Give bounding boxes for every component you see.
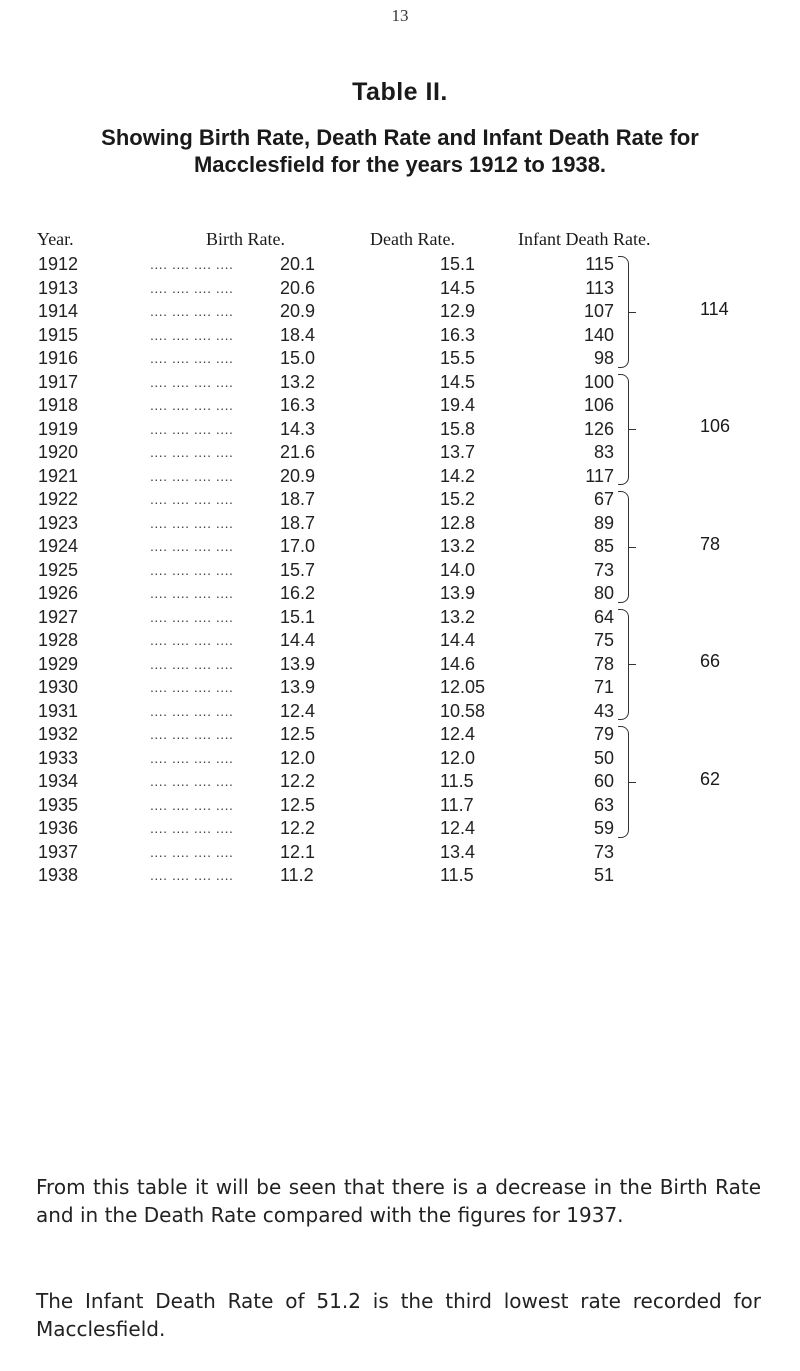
year-cell: 1912 xyxy=(38,254,79,274)
birth-rate-cell: 16.2 xyxy=(280,583,316,603)
death-rate-cell: 12.05 xyxy=(440,677,486,697)
leader-dots: .... .... .... .... xyxy=(150,820,234,836)
table-row xyxy=(0,722,800,747)
birth-rate-cell: 14.3 xyxy=(280,418,316,439)
death-rate-cell: 14.6 xyxy=(440,653,476,674)
table-row xyxy=(0,652,800,677)
infant-rate-cell: 100 xyxy=(583,371,614,392)
leader-dots: .... .... .... .... xyxy=(150,256,234,272)
table-row xyxy=(0,558,800,583)
year-cell: 1922 xyxy=(38,489,79,509)
group-brace xyxy=(618,609,629,721)
infant-rate-cell: 50 xyxy=(593,747,614,768)
death-rate-cell: 12.4 xyxy=(440,724,476,744)
group-brace xyxy=(618,256,629,368)
infant-rate-cell: 59 xyxy=(593,818,614,838)
five-year-average: 78 xyxy=(700,533,721,554)
birth-rate-cell: 20.6 xyxy=(280,277,316,298)
death-rate-cell: 16.3 xyxy=(440,324,476,345)
heading-line-2: Macclesfield for the years 1912 to 1938. xyxy=(193,152,607,177)
year-cell: 1915 xyxy=(38,324,79,345)
birth-rate-cell: 13.2 xyxy=(280,371,316,392)
death-rate-cell: 12.0 xyxy=(440,747,476,768)
table-row xyxy=(0,746,800,771)
infant-rate-cell: 85 xyxy=(593,536,614,556)
infant-rate-cell: 71 xyxy=(593,677,614,697)
death-rate-cell: 12.8 xyxy=(440,512,476,533)
year-cell: 1931 xyxy=(38,700,79,721)
leader-dots: .... .... .... .... xyxy=(150,350,234,366)
year-cell: 1937 xyxy=(38,841,79,862)
table-row xyxy=(0,440,800,465)
death-rate-cell: 13.2 xyxy=(440,606,476,627)
death-rate-cell: 11.5 xyxy=(440,865,474,885)
death-rate-cell: 15.2 xyxy=(440,489,476,509)
birth-rate-cell: 20.9 xyxy=(280,301,316,321)
infant-rate-cell: 73 xyxy=(593,841,614,862)
leader-dots: .... .... .... .... xyxy=(150,608,234,625)
leader-dots: .... .... .... .... xyxy=(150,585,234,601)
infant-rate-cell: 126 xyxy=(583,418,614,439)
leader-dots: .... .... .... .... xyxy=(150,679,234,695)
table-row xyxy=(0,628,800,653)
leader-dots: .... .... .... .... xyxy=(150,702,234,719)
table-row xyxy=(0,393,800,418)
year-cell: 1920 xyxy=(38,442,79,462)
five-year-average: 62 xyxy=(700,768,721,789)
five-year-average: 114 xyxy=(700,298,729,319)
leader-dots: .... .... .... .... xyxy=(150,420,234,437)
birth-rate-cell: 18.7 xyxy=(280,489,316,509)
year-cell: 1927 xyxy=(38,606,79,627)
year-cell: 1925 xyxy=(38,559,79,580)
table-label: Table II. xyxy=(352,78,448,106)
leader-dots: .... .... .... .... xyxy=(150,303,234,319)
birth-rate-cell: 12.2 xyxy=(280,771,316,791)
infant-rate-cell: 64 xyxy=(593,606,614,627)
birth-rate-cell: 15.7 xyxy=(280,559,316,580)
death-rate-cell: 13.4 xyxy=(440,841,476,862)
infant-rate-cell: 67 xyxy=(593,489,614,509)
leader-dots: .... .... .... .... xyxy=(150,726,234,742)
leader-dots: .... .... .... .... xyxy=(150,773,234,789)
heading-line-1: Showing Birth Rate, Death Rate and Infant Death Rate for xyxy=(101,125,699,150)
leader-dots: .... .... .... .... xyxy=(150,326,234,343)
infant-rate-cell: 117 xyxy=(585,465,614,486)
death-rate-cell: 13.7 xyxy=(440,442,476,462)
infant-rate-cell: 80 xyxy=(593,583,614,603)
death-rate-cell: 12.9 xyxy=(440,301,476,321)
infant-rate-cell: 73 xyxy=(593,559,614,580)
death-rate-cell: 14.4 xyxy=(440,630,476,650)
birth-rate-cell: 20.9 xyxy=(280,465,316,486)
year-cell: 1917 xyxy=(38,371,79,392)
table-row xyxy=(0,840,800,865)
table-row xyxy=(0,511,800,536)
infant-rate-cell: 106 xyxy=(583,395,614,415)
birth-rate-cell: 13.9 xyxy=(280,677,316,697)
table-row xyxy=(0,675,800,700)
infant-rate-cell: 140 xyxy=(583,324,614,345)
table-row xyxy=(0,323,800,348)
table-row xyxy=(0,487,800,512)
year-cell: 1914 xyxy=(38,301,79,321)
year-cell: 1924 xyxy=(38,536,79,556)
infant-rate-cell: 63 xyxy=(593,794,614,815)
table-row xyxy=(0,276,800,301)
table-row xyxy=(0,816,800,841)
page-number: 13 xyxy=(391,6,409,25)
birth-rate-cell: 12.4 xyxy=(280,700,316,721)
year-cell: 1932 xyxy=(38,724,79,744)
infant-rate-cell: 75 xyxy=(593,630,614,650)
table-row xyxy=(0,464,800,489)
leader-dots: .... .... .... .... xyxy=(150,843,234,860)
death-rate-cell: 11.5 xyxy=(440,771,474,791)
table-row xyxy=(0,605,800,630)
infant-rate-cell: 78 xyxy=(593,653,614,674)
birth-rate-cell: 15.1 xyxy=(280,606,316,627)
death-rate-cell: 13.9 xyxy=(440,583,476,603)
infant-rate-cell: 83 xyxy=(593,442,614,462)
death-rate-cell: 15.8 xyxy=(440,418,476,439)
table-row xyxy=(0,699,800,724)
leader-dots: .... .... .... .... xyxy=(150,561,234,578)
death-rate-cell: 10.58 xyxy=(440,700,486,721)
year-cell: 1933 xyxy=(38,747,79,768)
leader-dots: .... .... .... .... xyxy=(150,514,234,531)
infant-rate-cell: 107 xyxy=(583,301,614,321)
birth-rate-cell: 12.1 xyxy=(280,841,316,862)
death-rate-cell: 19.4 xyxy=(440,395,476,415)
five-year-average: 106 xyxy=(700,416,731,437)
year-cell: 1928 xyxy=(38,630,79,650)
leader-dots: .... .... .... .... xyxy=(150,867,234,883)
death-rate-cell: 14.5 xyxy=(440,371,476,392)
table-row xyxy=(0,346,800,371)
infant-rate-cell: 98 xyxy=(593,348,614,368)
group-brace xyxy=(618,726,629,838)
death-rate-cell: 15.5 xyxy=(440,348,476,368)
table-row xyxy=(0,793,800,818)
column-header-infant-death-rate: Infant Death Rate. xyxy=(518,229,651,249)
leader-dots: .... .... .... .... xyxy=(150,632,234,648)
year-cell: 1929 xyxy=(38,653,79,674)
infant-rate-cell: 51 xyxy=(593,865,614,885)
birth-rate-cell: 16.3 xyxy=(280,395,316,415)
death-rate-cell: 13.2 xyxy=(440,536,476,556)
paragraph-infant-rate: The Infant Death Rate of 51.2 is the third lowest rate recorded for Macclesfield. xyxy=(36,1289,761,1341)
table-row xyxy=(0,863,800,888)
table-row xyxy=(0,252,800,277)
year-cell: 1934 xyxy=(38,771,79,791)
death-rate-cell: 14.2 xyxy=(440,465,476,486)
paragraph-decrease: From this table it will be seen that there is a decrease in the Birth Rate and in the Death Rate compared with the figures for 1937. xyxy=(36,1175,761,1227)
table-row xyxy=(0,299,800,324)
birth-rate-cell: 18.7 xyxy=(280,512,316,533)
year-cell: 1930 xyxy=(38,677,79,697)
leader-dots: .... .... .... .... xyxy=(150,538,234,554)
birth-rate-cell: 12.5 xyxy=(280,794,316,815)
death-rate-cell: 15.1 xyxy=(440,254,476,274)
birth-rate-cell: 17.0 xyxy=(280,536,316,556)
infant-rate-cell: 113 xyxy=(585,277,614,298)
birth-rate-cell: 14.4 xyxy=(280,630,316,650)
year-cell: 1921 xyxy=(38,465,79,486)
group-brace xyxy=(618,374,629,486)
birth-rate-cell: 12.5 xyxy=(280,724,316,744)
year-cell: 1926 xyxy=(38,583,79,603)
death-rate-cell: 14.5 xyxy=(440,277,476,298)
death-rate-cell: 11.7 xyxy=(440,794,474,815)
leader-dots: .... .... .... .... xyxy=(150,467,234,484)
table-row xyxy=(0,417,800,442)
leader-dots: .... .... .... .... xyxy=(150,491,234,507)
table-row xyxy=(0,534,800,559)
column-header-year: Year. xyxy=(37,229,74,249)
column-header-death-rate: Death Rate. xyxy=(370,229,455,249)
birth-rate-cell: 12.2 xyxy=(280,818,316,838)
table-row xyxy=(0,581,800,606)
leader-dots: .... .... .... .... xyxy=(150,279,234,296)
infant-rate-cell: 79 xyxy=(593,724,614,744)
leader-dots: .... .... .... .... xyxy=(150,796,234,813)
year-cell: 1913 xyxy=(38,277,79,298)
year-cell: 1936 xyxy=(38,818,79,838)
infant-rate-cell: 115 xyxy=(585,254,614,274)
leader-dots: .... .... .... .... xyxy=(150,397,234,413)
group-brace xyxy=(618,491,629,603)
five-year-average: 66 xyxy=(700,651,721,672)
birth-rate-cell: 11.2 xyxy=(280,865,314,885)
birth-rate-cell: 12.0 xyxy=(280,747,316,768)
table-row xyxy=(0,769,800,794)
infant-rate-cell: 43 xyxy=(593,700,614,721)
leader-dots: .... .... .... .... xyxy=(150,655,234,672)
table-row xyxy=(0,370,800,395)
year-cell: 1916 xyxy=(38,348,79,368)
leader-dots: .... .... .... .... xyxy=(150,444,234,460)
birth-rate-cell: 20.1 xyxy=(280,254,316,274)
death-rate-cell: 12.4 xyxy=(440,818,476,838)
birth-rate-cell: 21.6 xyxy=(280,442,316,462)
leader-dots: .... .... .... .... xyxy=(150,749,234,766)
year-cell: 1923 xyxy=(38,512,79,533)
leader-dots: .... .... .... .... xyxy=(150,373,234,390)
year-cell: 1938 xyxy=(38,865,79,885)
death-rate-cell: 14.0 xyxy=(440,559,476,580)
infant-rate-cell: 89 xyxy=(593,512,614,533)
year-cell: 1919 xyxy=(38,418,79,439)
birth-rate-cell: 13.9 xyxy=(280,653,316,674)
column-header-birth-rate: Birth Rate. xyxy=(206,229,285,249)
year-cell: 1918 xyxy=(38,395,79,415)
birth-rate-cell: 15.0 xyxy=(280,348,316,368)
year-cell: 1935 xyxy=(38,794,79,815)
birth-rate-cell: 18.4 xyxy=(280,324,316,345)
infant-rate-cell: 60 xyxy=(593,771,614,791)
